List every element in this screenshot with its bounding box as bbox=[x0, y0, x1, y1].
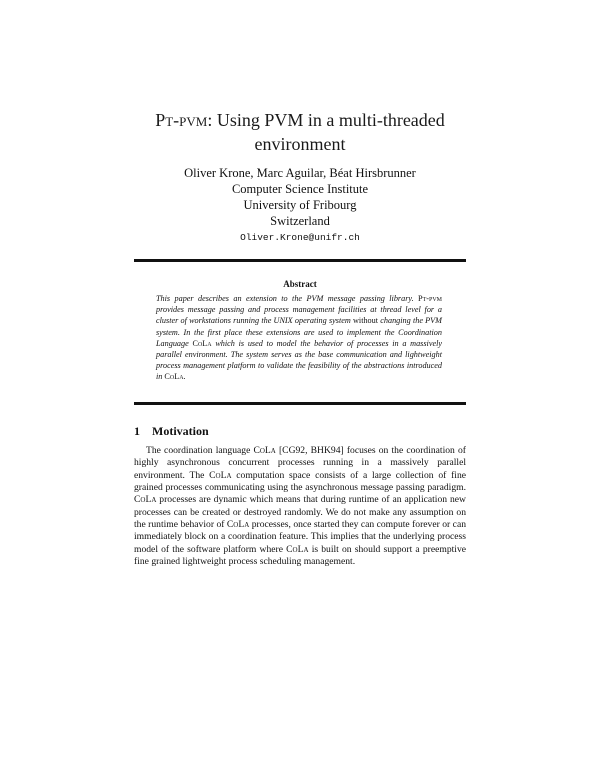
abstract-bottom-rule bbox=[134, 402, 466, 405]
body-segment: is built on should support a preemptive fine grained lightweight process scheduling management. bbox=[134, 543, 466, 568]
abstract-segment: changing the PVM system. In the first place these extensions are used to implement the Coordination Language bbox=[156, 316, 442, 348]
language-name: CoLa bbox=[253, 445, 276, 456]
section-body bbox=[134, 445, 466, 568]
language-name: CoLa bbox=[134, 494, 157, 506]
abstract-language-name: CoLa bbox=[192, 338, 212, 348]
language-name: CoLa bbox=[286, 543, 309, 555]
affiliation-institute: Computer Science Institute bbox=[231, 182, 369, 196]
section-heading bbox=[134, 424, 209, 439]
title-system-name: Pt-pvm bbox=[155, 110, 208, 130]
body-segment: processes, once started they can compute forever or can immediately block on a coordination feature. This implies that the underlying process model of the software platform where bbox=[134, 519, 466, 555]
abstract-emphasis: without bbox=[353, 316, 379, 326]
abstract-text bbox=[156, 293, 442, 383]
body-segment: processes are dynamic which means that during runtime of an application new processes can be created or destroyed randomly. We do not make any assumption on the runtime behavior of bbox=[134, 494, 466, 531]
author-email: Oliver.Krone@unifr.ch bbox=[240, 232, 360, 243]
abstract-segment: This paper describes an extension to the PVM message passing library. bbox=[156, 294, 419, 303]
abstract-language-name: CoLa bbox=[164, 372, 184, 382]
author-names: Oliver Krone, Marc Aguilar, Béat Hirsbrunner bbox=[184, 166, 416, 180]
affiliation-country: Switzerland bbox=[270, 214, 330, 228]
language-name: CoLa bbox=[226, 519, 250, 531]
abstract-segment: . bbox=[183, 372, 186, 382]
body-segment: computation space consists of a large collection of fine grained processes communicating using the asynchronous message passing paradigm. bbox=[134, 469, 466, 494]
body-segment: The coordination language bbox=[146, 445, 254, 456]
paragraph bbox=[134, 445, 466, 568]
abstract-top-rule bbox=[134, 259, 466, 262]
abstract-segment: provides message passing and process management facilities at thread level for a cluster of workstations running the UNIX operating system bbox=[156, 305, 442, 326]
paper-title bbox=[120, 108, 480, 156]
abstract-system-name: Pt-pvm bbox=[418, 294, 442, 303]
body-segment: [CG92, BHK94] focuses on the coordination of highly asynchronous concurrent processes running in a massively parallel environment. The bbox=[134, 445, 466, 481]
affiliation-university: University of Fribourg bbox=[243, 198, 357, 212]
abstract-heading: Abstract bbox=[283, 279, 317, 289]
abstract-segment: which is used to model the behavior of processes in a massively parallel environment. The system serves as the base communication and lightweight process management platform to validate the feasibility of the abstractions introduced in bbox=[156, 338, 443, 382]
section-title: Motivation bbox=[152, 424, 209, 438]
author-block bbox=[150, 165, 450, 246]
section-number: 1 bbox=[134, 424, 140, 438]
language-name: CoLa bbox=[209, 469, 232, 481]
title-text: : Using PVM in a multi-threaded environment bbox=[207, 110, 445, 154]
